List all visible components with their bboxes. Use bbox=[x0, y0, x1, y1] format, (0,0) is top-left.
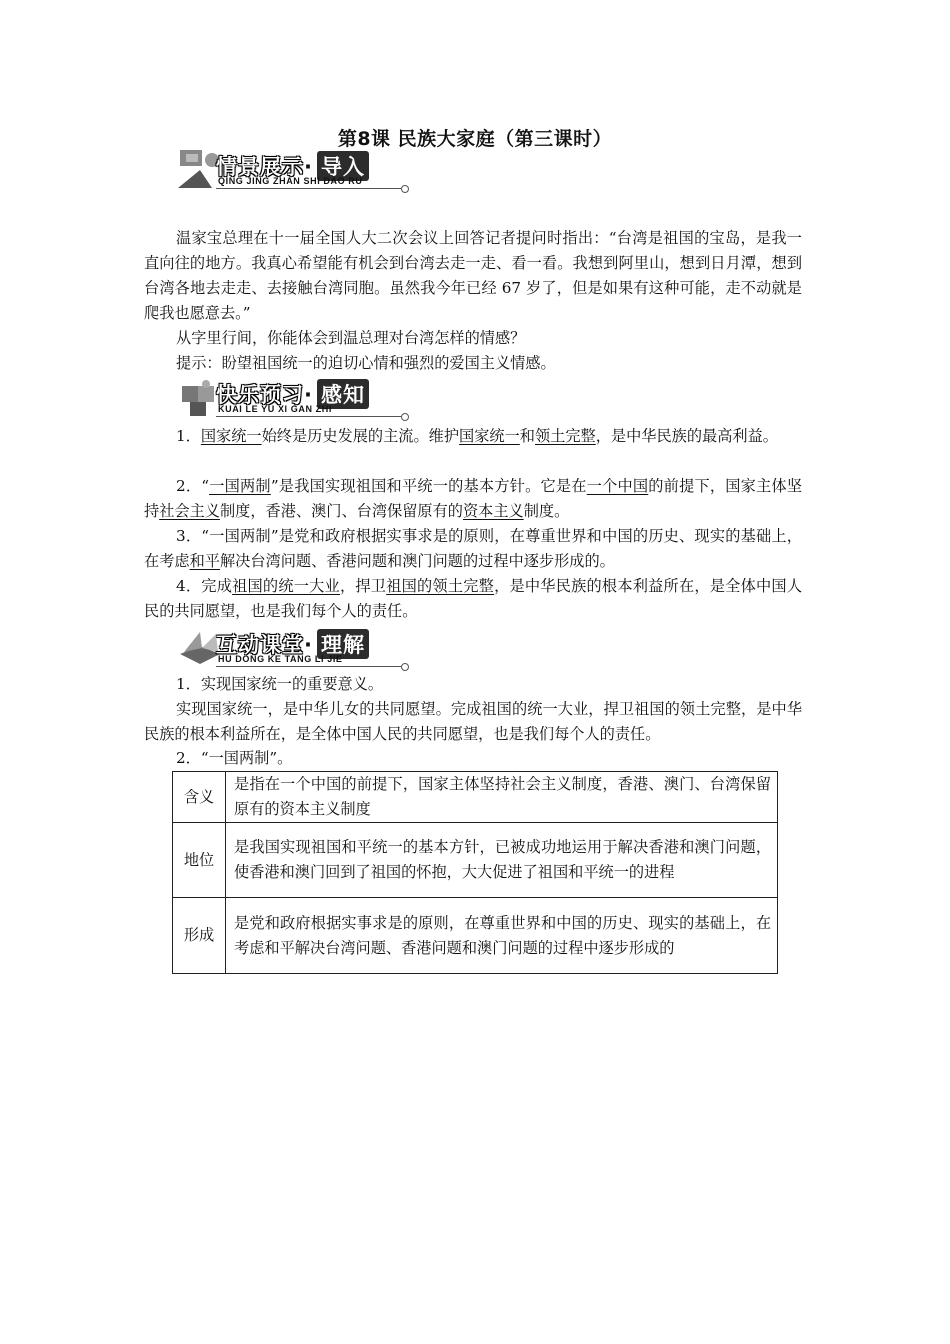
intro-hint: 提示：盼望祖国统一的迫切心情和强烈的爱国主义情感。 bbox=[176, 354, 556, 372]
banner-title: 快乐预习 bbox=[216, 383, 304, 407]
banner-title: 互动课堂 bbox=[216, 633, 304, 657]
banner-pinyin: KUAI LE YU XI GAN ZHI bbox=[218, 404, 332, 414]
intro-paragraph: 温家宝总理在十一届全国人大二次会议上回答记者提问时指出：“台湾是祖国的宝岛，是我一直向往的地方。我真心希望能有机会到台湾去走一走、看一看。我想到阿里山，想到日月潭，想到台湾各地去走走、去接触台湾同胞。虽然我今年已经 67 岁了，但是如果有这种可能，走不动就是爬我也愿意去。” bbox=[144, 229, 802, 322]
banner-rule bbox=[216, 188, 406, 189]
banner-tag: 感知 bbox=[317, 379, 369, 409]
banner-title: 情景展示 bbox=[216, 155, 304, 179]
intro-question: 从字里行间，你能体会到温总理对台湾怎样的情感？ bbox=[176, 329, 526, 347]
preview-item-4: 4．完成祖国的统一大业，捍卫祖国的领土完整，是中华民族的根本利益所在，是全体中国人民的共同愿望，也是我们每个人的责任。 bbox=[144, 577, 803, 620]
class-paragraph: 实现国家统一，是中华儿女的共同愿望。完成祖国的统一大业，捍卫祖国的领土完整，是中华民族的根本利益所在，是全体中国人民的共同愿望，也是我们每个人的责任。 bbox=[144, 700, 802, 743]
banner-pinyin: QING JING ZHAN SHI DAO RU bbox=[218, 176, 363, 186]
table-value: 是指在一个中国的前提下，国家主体坚持社会主义制度，香港、澳门、台湾保留原有的资本主义制度 bbox=[226, 772, 778, 823]
table-value: 是我国实现祖国和平统一的基本方针，已被成功地运用于解决香港和澳门问题，使香港和澳门回到了祖国的怀抱，大大促进了祖国和平统一的进程 bbox=[226, 823, 778, 898]
table-row bbox=[173, 823, 778, 898]
table-value: 是党和政府根据实事求是的原则，在尊重世界和中国的历史、现实的基础上，在考虑和平解决台湾问题、香港问题和澳门问题的过程中逐步形成的 bbox=[226, 898, 778, 974]
banner-rule bbox=[216, 666, 406, 667]
table-key: 含义 bbox=[173, 772, 226, 823]
banner-tag: 导入 bbox=[317, 151, 369, 181]
preview-item-1: 1．国家统一始终是历史发展的主流。维护国家统一和领土完整，是中华民族的最高利益。 bbox=[176, 427, 778, 445]
class-heading-1: 1．实现国家统一的重要意义。 bbox=[176, 675, 384, 693]
table-key: 形成 bbox=[173, 898, 226, 974]
table-row bbox=[173, 898, 778, 974]
banner-rule bbox=[216, 416, 406, 417]
one-country-two-systems-table bbox=[172, 771, 778, 974]
page-title: 第8课 民族大家庭（第三课时） bbox=[337, 128, 613, 150]
banner-pinyin: HU DONG KE TANG LI JIE bbox=[218, 654, 343, 664]
section-banner-preview: 快乐预习· 感知 KUAI LE YU XI GAN ZHI bbox=[176, 374, 406, 420]
table-key: 地位 bbox=[173, 823, 226, 898]
preview-item-3: 3．“一国两制”是党和政府根据实事求是的原则，在尊重世界和中国的历史、现实的基础上，在考虑和平解决台湾问题、香港问题和澳门问题的过程中逐步形成的。 bbox=[144, 527, 802, 570]
class-heading-2: 2．“一国两制”。 bbox=[176, 749, 293, 767]
section-banner-intro: 情景展示· 导入 QING JING ZHAN SHI DAO RU bbox=[176, 146, 406, 192]
section-banner-class: 互动课堂· 理解 HU DONG KE TANG LI JIE bbox=[176, 624, 406, 670]
banner-tag: 理解 bbox=[317, 629, 369, 659]
table-row bbox=[173, 772, 778, 823]
preview-item-2: 2．“一国两制”是我国实现祖国和平统一的基本方针。它是在一个中国的前提下，国家主体坚持社会主义制度，香港、澳门、台湾保留原有的资本主义制度。 bbox=[144, 477, 803, 520]
